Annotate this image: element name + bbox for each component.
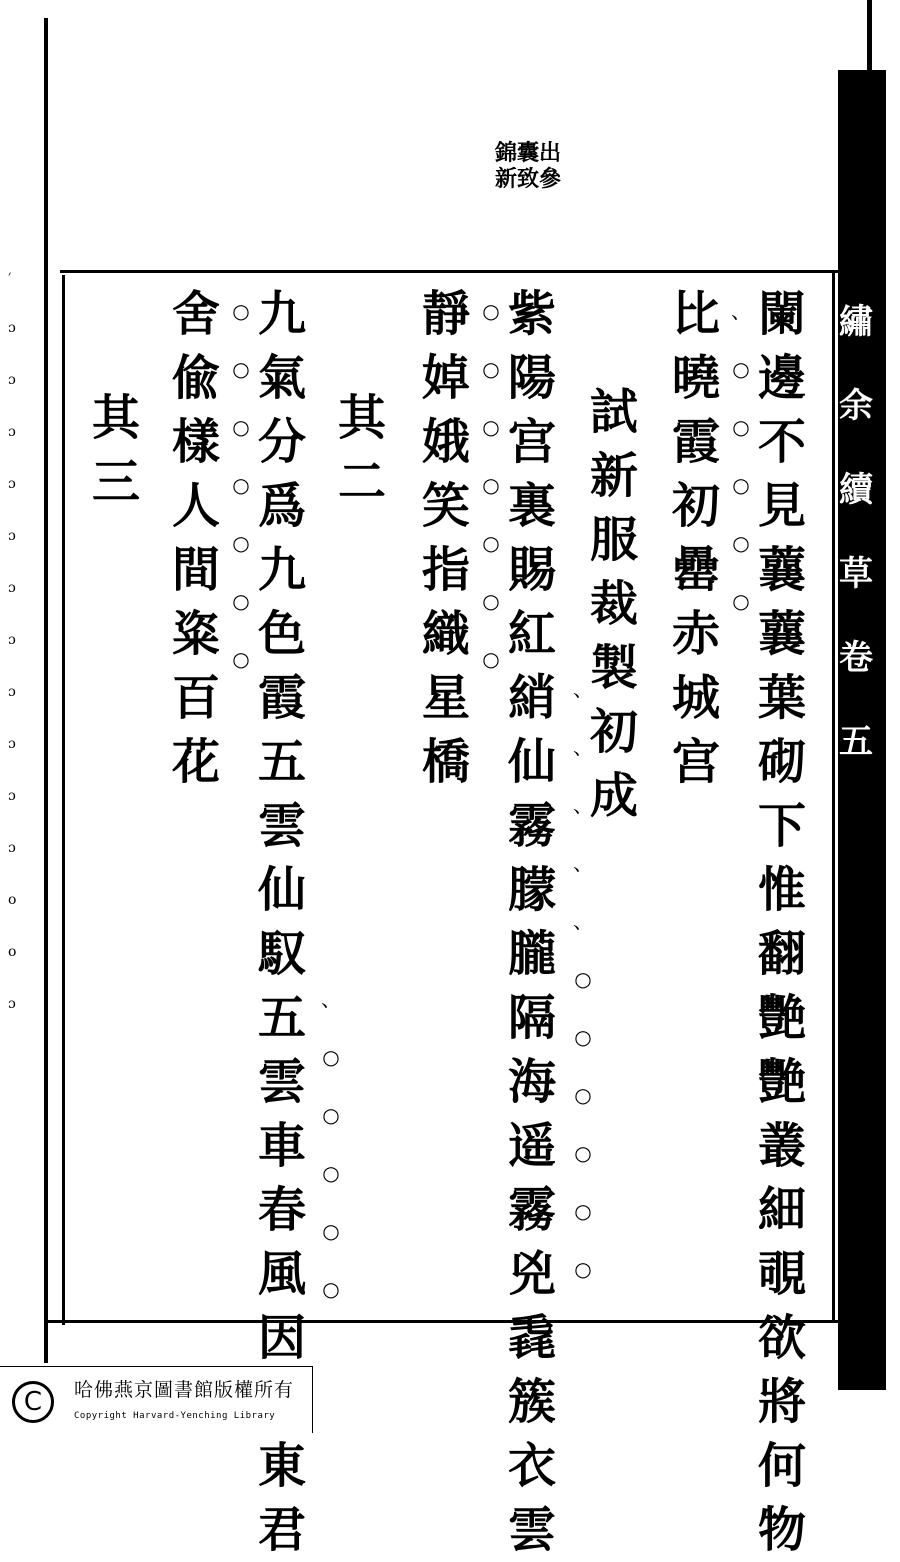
- text-column-9: 其三: [91, 390, 140, 510]
- text-column-3: 試新服裁製初成: [589, 384, 638, 824]
- right-frame-inner: [832, 270, 835, 1320]
- text-column-4: 紫陽宫裏賜紅綃仙霧朦朧隔海遥霧兇毳簇衣雲: [507, 286, 556, 1558]
- text-column-7: 九氣分爲九色霞五雲仙馭五雲車春風因 東君: [257, 286, 306, 1558]
- right-edge-line: [867, 0, 872, 90]
- text-column-8: 舍偸樣人間粢百花: [171, 286, 220, 790]
- marks-col-4: ○ ○ ○ ○ ○ ○ ○: [482, 299, 500, 671]
- left-frame-inner: [62, 275, 65, 1325]
- left-frame-outer: [44, 18, 48, 1363]
- text-column-1: 闌邊不見蘘蘘葉砌下惟翻艷艷叢細覗欲將何物: [757, 286, 806, 1558]
- text-column-2: 比曉霞初罍赤城宫: [671, 286, 720, 790]
- bottom-frame: [44, 1320, 844, 1323]
- marks-col-7: ○ ○ ○ ○ ○ ○ ○: [232, 299, 250, 671]
- margin-header: 繡余續草 卷五: [839, 302, 873, 762]
- left-margin-marks: ׳ ɔ ɔ ɔ ɔ ɔ ɔ ɔ ɔ ɔ ɔ ɔ o o ɔ: [8, 268, 17, 1012]
- marks-col-4b: 、 、 、 、 、 ○ ○ ○ ○ ○ ○: [573, 677, 593, 1281]
- copyright-box: [0, 1366, 313, 1433]
- copyright-icon: C: [12, 1381, 54, 1423]
- text-column-5: 靜婥娥笑指織星橋: [421, 286, 470, 790]
- header-note: 錦囊出新致參: [494, 140, 561, 192]
- top-frame: [60, 270, 850, 273]
- copyright-english: Copyright Harvard-Yenching Library: [74, 1411, 276, 1421]
- text-column-6: 其二: [337, 390, 386, 510]
- marks-col-1: 、 ○ ○ ○ ○ ○: [731, 299, 751, 613]
- marks-col-7b: 、 ○ ○ ○ ○ ○: [321, 987, 341, 1301]
- copyright-chinese: 哈佛燕京圖書館版權所有: [74, 1379, 295, 1401]
